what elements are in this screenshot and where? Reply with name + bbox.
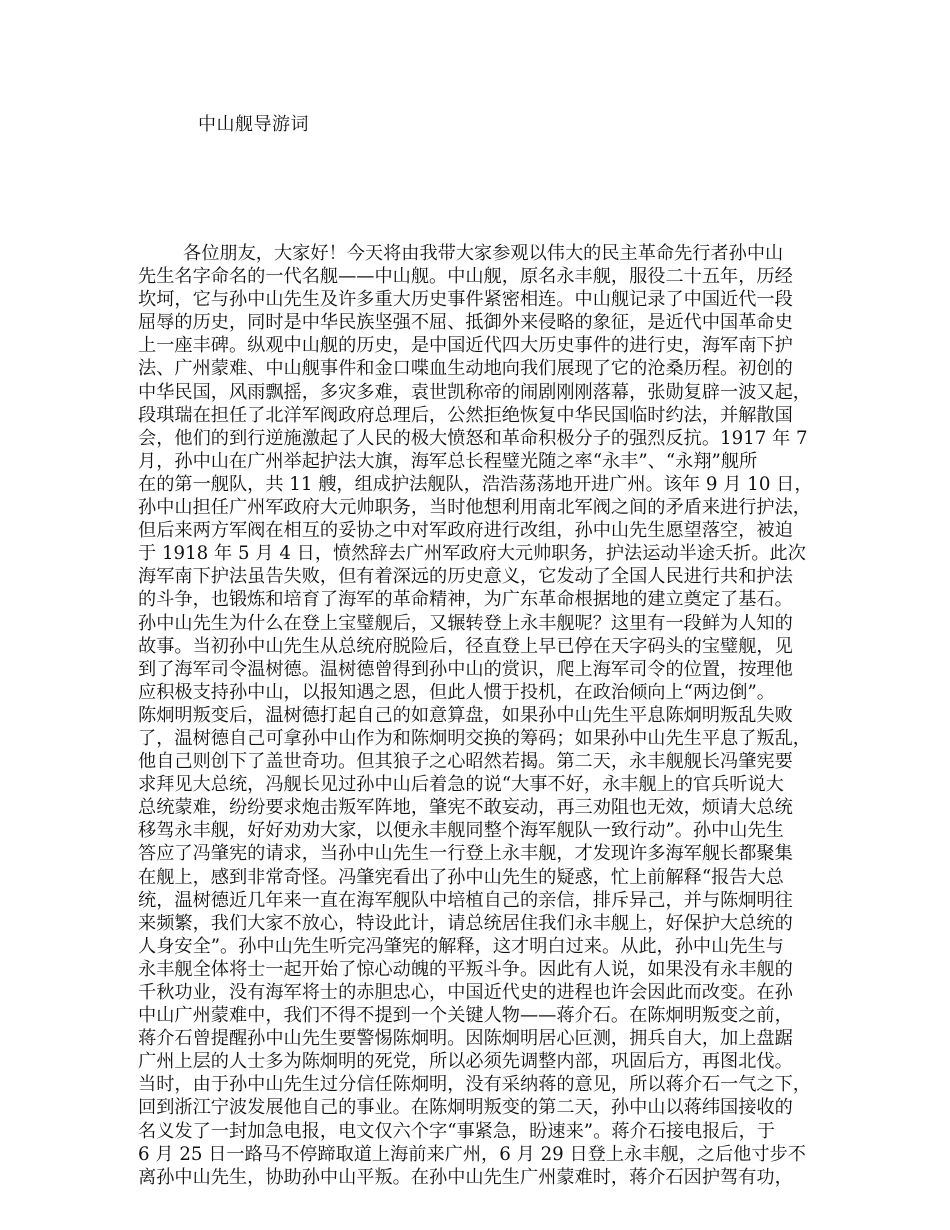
- paragraph-line: 先生名字命名的一代名舰——中山舰。中山舰，原名永丰舰，服役二十五年，历经: [138, 266, 793, 288]
- paragraph-line: 离孙中山先生，协助孙中山平叛。在孙中山先生广州蒙难时，蒋介石因护驾有功，: [138, 1166, 793, 1188]
- paragraph-line: 段琪瑞在担任了北洋军阀政府总理后，公然拒绝恢复中华民国临时约法，并解散国: [138, 404, 793, 426]
- paragraph-line: 人身安全”。孙中山先生听完冯肇宪的解释，这才明白过来。从此，孙中山先生与: [138, 935, 784, 957]
- paragraph-line: 总统蒙难，纷纷要求炮击叛军阵地，肇宪不敢妄动，再三劝阻也无效，烦请大总统: [138, 797, 793, 819]
- paragraph-line: 故事。当初孙中山先生从总统府脱险后，径直登上早已停在天字码头的宝璧舰，见: [138, 635, 793, 657]
- paragraph-line: 6 月 25 日一路马不停蹄取道上海前来广州，6 月 29 日登上永丰舰，之后他寸步不: [138, 1143, 806, 1165]
- paragraph-line: 于 1918 年 5 月 4 日，愤然辞去广州军政府大元帅职务，护法运动半途夭折。此次: [138, 543, 806, 565]
- paragraph-line: 坎坷，它与孙中山先生及许多重大历史事件紧密相连。中山舰记录了中国近代一段: [138, 289, 793, 311]
- paragraph-line: 了，温树德自己可拿孙中山作为和陈炯明交换的筹码；如果孙中山先生平息了叛乱，: [138, 727, 811, 749]
- paragraph-line: 的斗争，也锻炼和培育了海军的革命精神，为广东革命根据地的建立奠定了基石。: [138, 589, 793, 611]
- paragraph-line: 陈炯明叛变后，温树德打起自己的如意算盘，如果孙中山先生平息陈炯明叛乱失败: [138, 704, 793, 726]
- paragraph-line: 月，孙中山在广州举起护法大旗，海军总长程璧光随之率“永丰”、“永翔”舰所: [138, 450, 758, 472]
- paragraph-line: 在的第一舰队，共 11 艘，组成护法舰队，浩浩荡荡地开进广州。该年 9 月 10 日，: [138, 473, 813, 495]
- paragraph-line: 海军南下护法虽告失败，但有着深远的历史意义，它发动了全国人民进行共和护法: [138, 566, 793, 588]
- paragraph-line: 永丰舰全体将士一起开始了惊心动魄的平叛斗争。因此有人说，如果没有永丰舰的: [138, 958, 793, 980]
- document-body: [138, 242, 822, 1189]
- paragraph-line: 法、广州蒙难、中山舰事件和金口喋血生动地向我们展现了它的沧桑历程。初创的: [138, 358, 793, 380]
- paragraph-line: 但后来两方军阀在相互的妥协之中对军政府进行改组，孙中山先生愿望落空，被迫: [138, 520, 793, 542]
- paragraph-line: 上一座丰碑。纵观中山舰的历史，是中国近代四大历史事件的进行史，海军南下护: [138, 335, 793, 357]
- paragraph-line: 中华民国，风雨飘摇，多灾多难，袁世凯称帝的闹剧刚刚落幕，张勋复辟一波又起，: [138, 381, 811, 403]
- paragraph-line: 中山广州蒙难中，我们不得不提到一个关键人物——蒋介石。在陈炯明叛变之前，: [138, 1005, 793, 1027]
- paragraph-line: 他自己则创下了盖世奇功。但其狼子之心昭然若揭。第二天，永丰舰舰长冯肇宪要: [138, 751, 793, 773]
- paragraph-line: 孙中山担任广州军政府大元帅职务，当时他想利用南北军阀之间的矛盾来进行护法，: [138, 497, 811, 519]
- paragraph-line: 统，温树德近几年来一直在海军舰队中培植自己的亲信，排斥异己，并与陈炯明往: [138, 889, 793, 911]
- paragraph-first-line: 各位朋友，大家好！今天将由我带大家参观以伟大的民主革命先行者孙中山: [183, 243, 784, 264]
- paragraph-line: 在舰上，感到非常奇怪。冯肇宪看出了孙中山先生的疑惑，忙上前解释“报告大总: [138, 866, 784, 888]
- paragraph-line: 会，他们的到行逆施激起了人民的极大愤怒和革命积极分子的强烈反抗。1917 年 7: [138, 427, 808, 449]
- paragraph-line: 蒋介石曾提醒孙中山先生要警惕陈炯明。因陈炯明居心叵测，拥兵自大，加上盘踞: [138, 1028, 793, 1050]
- paragraph-line: 应积极支持孙中山，以报知遇之恩，但此人惯于投机，在政治倾向上“两边倒”。: [138, 681, 775, 703]
- paragraph-line: 来频繁，我们大家不放心，特设此计，请总统居住我们永丰舰上，好保护大总统的: [138, 912, 793, 934]
- paragraph-line: 移驾永丰舰，好好劝劝大家，以便永丰舰同整个海军舰队一致行动”。孙中山先生: [138, 820, 784, 842]
- paragraph-line: 孙中山先生为什么在登上宝璧舰后，又辗转登上永丰舰呢？这里有一段鲜为人知的: [138, 612, 793, 634]
- document-title: 中山舰导游词: [198, 114, 309, 135]
- paragraph-line: 答应了冯肇宪的请求，当孙中山先生一行登上永丰舰，才发现许多海军舰长都聚集: [138, 843, 793, 865]
- paragraph-line: 求拜见大总统，冯舰长见过孙中山后着急的说“大事不好，永丰舰上的官兵听说大: [138, 774, 784, 796]
- paragraph-line: 到了海军司令温树德。温树德曾得到孙中山的赏识，爬上海军司令的位置，按理他: [138, 658, 793, 680]
- paragraph-line: 广州上层的人士多为陈炯明的死党，所以必须先调整内部，巩固后方，再图北伐。: [138, 1051, 793, 1073]
- paragraph-line: 屈辱的历史，同时是中华民族坚强不屈、抵御外来侵略的象征，是近代中国革命史: [138, 312, 793, 334]
- paragraph-line: 名义发了一封加急电报，电文仅六个字“事紧急，盼速来”。蒋介石接电报后，于: [138, 1120, 775, 1142]
- paragraph-line: 回到浙江宁波发展他自己的事业。在陈炯明叛变的第二天，孙中山以蒋纬国接收的: [138, 1097, 793, 1119]
- paragraph-line: 当时，由于孙中山先生过分信任陈炯明，没有采纳蒋的意见，所以蒋介石一气之下，: [138, 1074, 811, 1096]
- paragraph-line: 千秋功业，没有海军将士的赤胆忠心，中国近代史的进程也许会因此而改变。在孙: [138, 982, 793, 1003]
